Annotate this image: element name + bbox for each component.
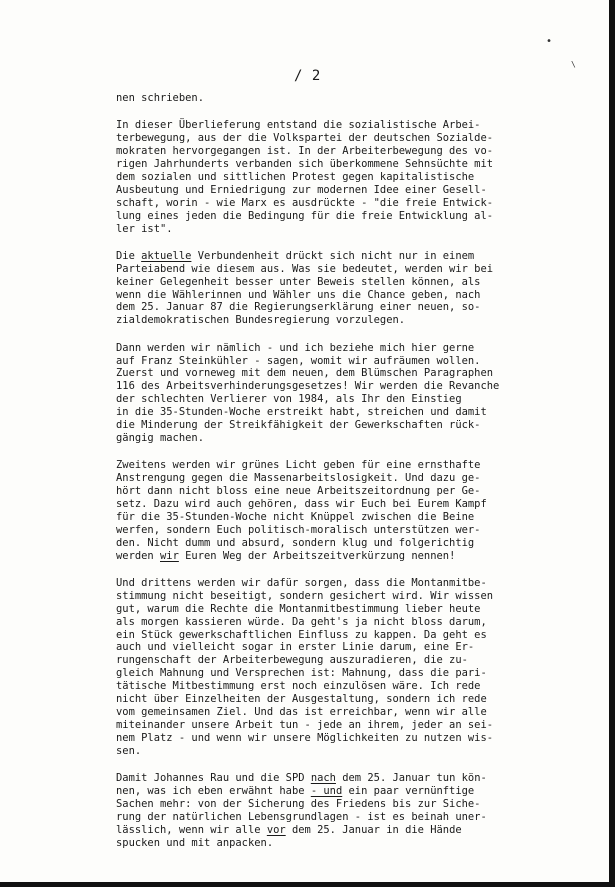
margin-mark: \ [571,60,576,69]
text-line: Zweitens werden wir grünes Licht geben für eine ernsthafte [116,459,481,472]
text-line: nicht über Einzelheiten der Ausgestaltung, sondern ich rede [116,693,487,706]
underlined-word: nach [310,772,336,785]
text-line: In dieser Überlieferung entstand die sozialistische Arbei- [116,119,481,132]
text-line: für die 35-Stunden-Woche nicht Knüppel zwischen die Beine [116,510,475,523]
text-line: schaft, worin - wie Marx es ausdrückte - "die freie Entwick- [116,196,494,209]
underlined-word: wir [160,549,179,562]
paragraph [116,342,556,445]
text-line: werden wir Euren Weg der Arbeitszeitverkürzung nennen! [116,549,456,562]
text-line: den. Nicht dumm und absurd, sondern klug und folgerichtig [116,536,475,549]
text-line: mokraten hervorgegangen ist. In der Arbeiterbewegung des vo- [116,145,494,158]
text-line: Damit Johannes Rau und die SPD nach dem 25. Januar tun kön- [116,772,487,785]
text-line: setz. Dazu wird auch gehören, dass wir Euch bei Eurem Kampf [116,498,487,511]
text-line: gängig machen. [116,432,204,445]
text-line: tätische Mitbestimmung erst noch einzulösen wäre. Ich rede [116,680,481,693]
text-line: 116 des Arbeitsverhinderungsgesetzes! Wir werden die Revanche [116,380,500,393]
text-line: die Minderung der Streikfähigkeit der Gewerkschaften rück- [116,419,481,432]
text-line: werfen, sondern Euch politisch-moralisch unterstützen wer- [116,523,481,536]
text-line: vom gemeinsamen Ziel. Und das ist erreichbar, wenn wir alle [116,706,487,719]
body-text [116,92,556,864]
text-line: Zuerst und vorneweg mit dem neuen, dem Blümschen Paragraphen [116,367,494,380]
text-line: in die 35-Stunden-Woche erstreikt habt, streichen und damit [116,406,487,419]
text-line: Die aktuelle Verbundenheit drückt sich nicht nur in einem [116,249,475,262]
margin-mark: • [546,36,553,47]
text-line: auf Franz Steinkühler - sagen, womit wir aufräumen wollen. [116,354,481,367]
text-line: Und drittens werden wir dafür sorgen, dass die Montanmitbe- [116,576,487,589]
text-line: gleich Mahnung und Versprechen ist: Mahnung, dass die pari- [116,667,487,680]
text-line: Dann werden wir nämlich - und ich beziehe mich hier gerne [116,341,475,354]
paragraph [116,459,556,562]
text-line: auch und vielleicht sogar in erster Linie darum, eine Er- [116,641,475,654]
text-line: nen schrieben. [116,92,204,104]
text-line: ein Stück gewerkschaftlichen Einfluss zu kappen. Da geht es [116,628,487,641]
text-line: miteinander unsere Arbeit tun - jede an ihrem, jeder an sei- [116,718,494,731]
underlined-word: aktuelle [141,249,192,262]
text-line: dem sozialen und sittlichen Protest gegen kapitalistische [116,170,475,183]
paragraph [116,119,556,235]
paragraph [116,250,556,327]
text-line: rigen Jahrhunderts verbanden sich überkommene Sehnsüchte mit [116,158,494,171]
text-line: spucken und mit anpacken. [116,836,274,849]
text-line: Anstrengung gegen die Massenarbeitslosigkeit. Und dazu ge- [116,472,481,485]
text-line: stimmung nicht beseitigt, sondern gesichert wird. Wir wissen [116,589,494,602]
text-line: wenn die Wählerinnen und Wähler uns die Chance geben, nach [116,288,481,301]
text-line: als morgen kassieren würde. Da geht's ja nicht bloss darum, [116,615,487,628]
text-line: sen. [116,744,142,757]
underlined-word: vor [266,823,286,836]
text-line: Ausbeutung und Erniedrigung zur modernen Idee einer Gesell- [116,183,487,196]
text-line: lung eines jeden die Bedingung für die freie Entwicklung al- [116,209,494,222]
paragraph [116,92,556,105]
text-line: zialdemokratischen Bundesregierung vorzulegen. [116,314,406,327]
page-number: / 2 [294,68,321,84]
underlined-word: - und [310,784,343,797]
text-line: lässlich, wenn wir alle vor dem 25. Januar in die Hände [116,823,462,836]
text-line: Sachen mehr: von der Sicherung des Friedens bis zur Siche- [116,797,481,810]
text-line: keiner Gelegenheit besser unter Beweis stellen können, als [116,275,481,288]
text-line: ler ist". [116,222,173,235]
text-line: dem 25. Januar 87 die Regierungserklärung einer neuen, so- [116,301,481,314]
text-line: gut, warum die Rechte die Montanmitbestimmung lieber heute [116,602,481,615]
paragraph [116,772,556,849]
text-line: der schlechten Verlierer von 1984, als Ihr den Einstieg [116,393,462,406]
text-line: terbewegung, aus der die Volkspartei der deutschen Sozialde- [116,132,494,145]
text-line: rung der natürlichen Lebensgrundlagen - ist es beinah uner- [116,810,487,823]
paragraph [116,577,556,758]
text-line: nen, was ich eben erwähnt habe - und ein paar vernünftige [116,784,475,797]
text-line: nem Platz - und wenn wir unsere Möglichkeiten zu nutzen wis- [116,731,494,744]
text-line: rungenschaft der Arbeiterbewegung auszuradieren, die zu- [116,654,468,667]
text-line: hört dann nicht bloss eine neue Arbeitszeitordnung per Ge- [116,485,481,498]
text-line: Parteiabend wie diesem aus. Was sie bedeutet, werden wir bei [116,262,494,275]
